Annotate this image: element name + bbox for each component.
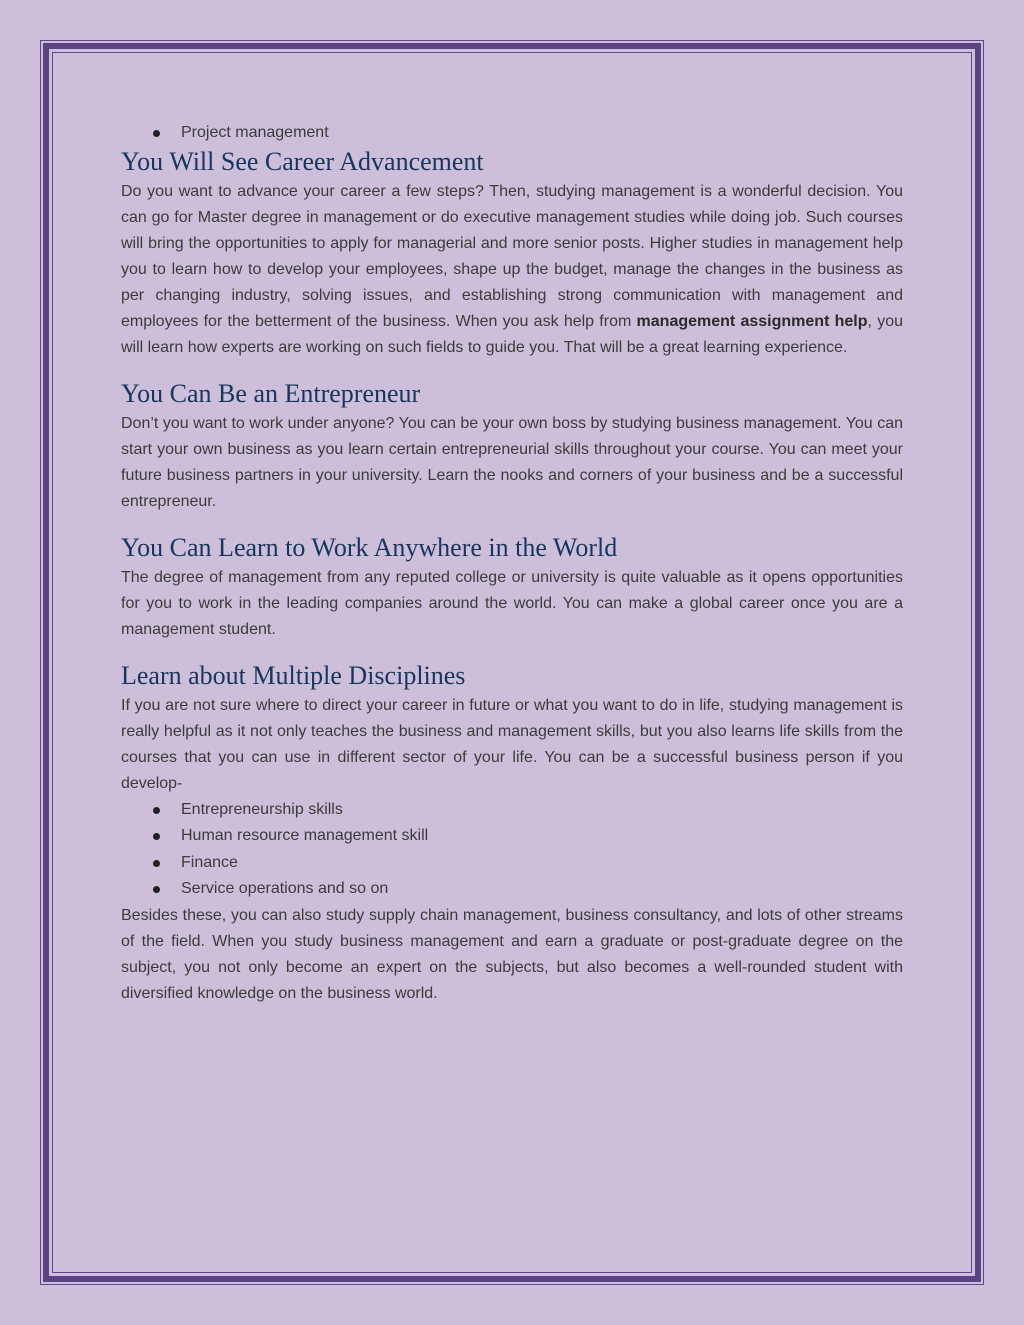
closing-paragraph: Besides these, you can also study supply chain management, business consultancy, and lots of other streams of the field. When you study business management and earn a graduate or post-graduate degree on the subject, you not only become an expert on the subjects, but also becomes a well-rounded student with diversified knowledge on the business world. bbox=[121, 906, 903, 1002]
bullet-finance: Finance bbox=[121, 850, 903, 877]
bullet-service-operations: Service operations and so on bbox=[121, 876, 903, 903]
document-body bbox=[121, 120, 903, 1007]
heading-multiple-disciplines: Learn about Multiple Disciplines bbox=[121, 660, 466, 690]
heading-career-advancement: You Will See Career Advancement bbox=[121, 146, 484, 176]
bullet-project-management: Project management bbox=[121, 120, 903, 147]
bullet-human-resource-management: Human resource management skill bbox=[121, 823, 903, 850]
paragraph-entrepreneur: Don’t you want to work under anyone? You can be your own boss by studying business management. You can start your own business as you learn certain entrepreneurial skills throughout your course. You can meet your future business partners in your university. Learn the nooks and corners of your business and be a successful entrepreneur. bbox=[121, 414, 903, 510]
paragraph-career-advancement-text-2: , you will learn how experts are working on such fields to guide you. That will be a great learning experience. bbox=[121, 312, 904, 356]
management-assignment-help-link[interactable]: management assignment help bbox=[636, 312, 868, 330]
heading-entrepreneur: You Can Be an Entrepreneur bbox=[121, 378, 421, 408]
bullet-entrepreneurship-skills: Entrepreneurship skills bbox=[121, 797, 903, 824]
section-work-anywhere bbox=[121, 533, 903, 643]
section-career-advancement bbox=[121, 147, 903, 361]
paragraph-work-anywhere: The degree of management from any reputed college or university is quite valuable as it opens opportunities for you to work in the leading companies around the world. You can make a global career once you are a management student. bbox=[121, 568, 903, 638]
paragraph-multiple-disciplines: If you are not sure where to direct your career in future or what you want to do in life, studying management is really helpful as it not only teaches the business and management skills, but you also learns life skills from the courses that you can use in different sector of your life. You can be a successful business person if you develop- bbox=[121, 696, 903, 792]
section-multiple-disciplines bbox=[121, 661, 903, 797]
section-entrepreneur bbox=[121, 379, 903, 515]
heading-work-anywhere: You Can Learn to Work Anywhere in the World bbox=[121, 532, 618, 562]
paragraph-career-advancement bbox=[121, 179, 903, 361]
paragraph-career-advancement-text-1: Do you want to advance your career a few steps? Then, studying management is a wonderful decision. You can go for Master degree in management or do executive management studies while doing job. Such courses will bring the opportunities to apply for managerial and more senior posts. Higher studies in management help you to learn how to develop your employees, shape up the budget, manage the changes in the business as per changing industry, solving issues, and establishing strong communication with management and employees for the betterment of the business. When you ask help from bbox=[121, 182, 903, 330]
skills-bullet-list bbox=[121, 797, 903, 903]
top-bullet-list bbox=[121, 120, 903, 147]
